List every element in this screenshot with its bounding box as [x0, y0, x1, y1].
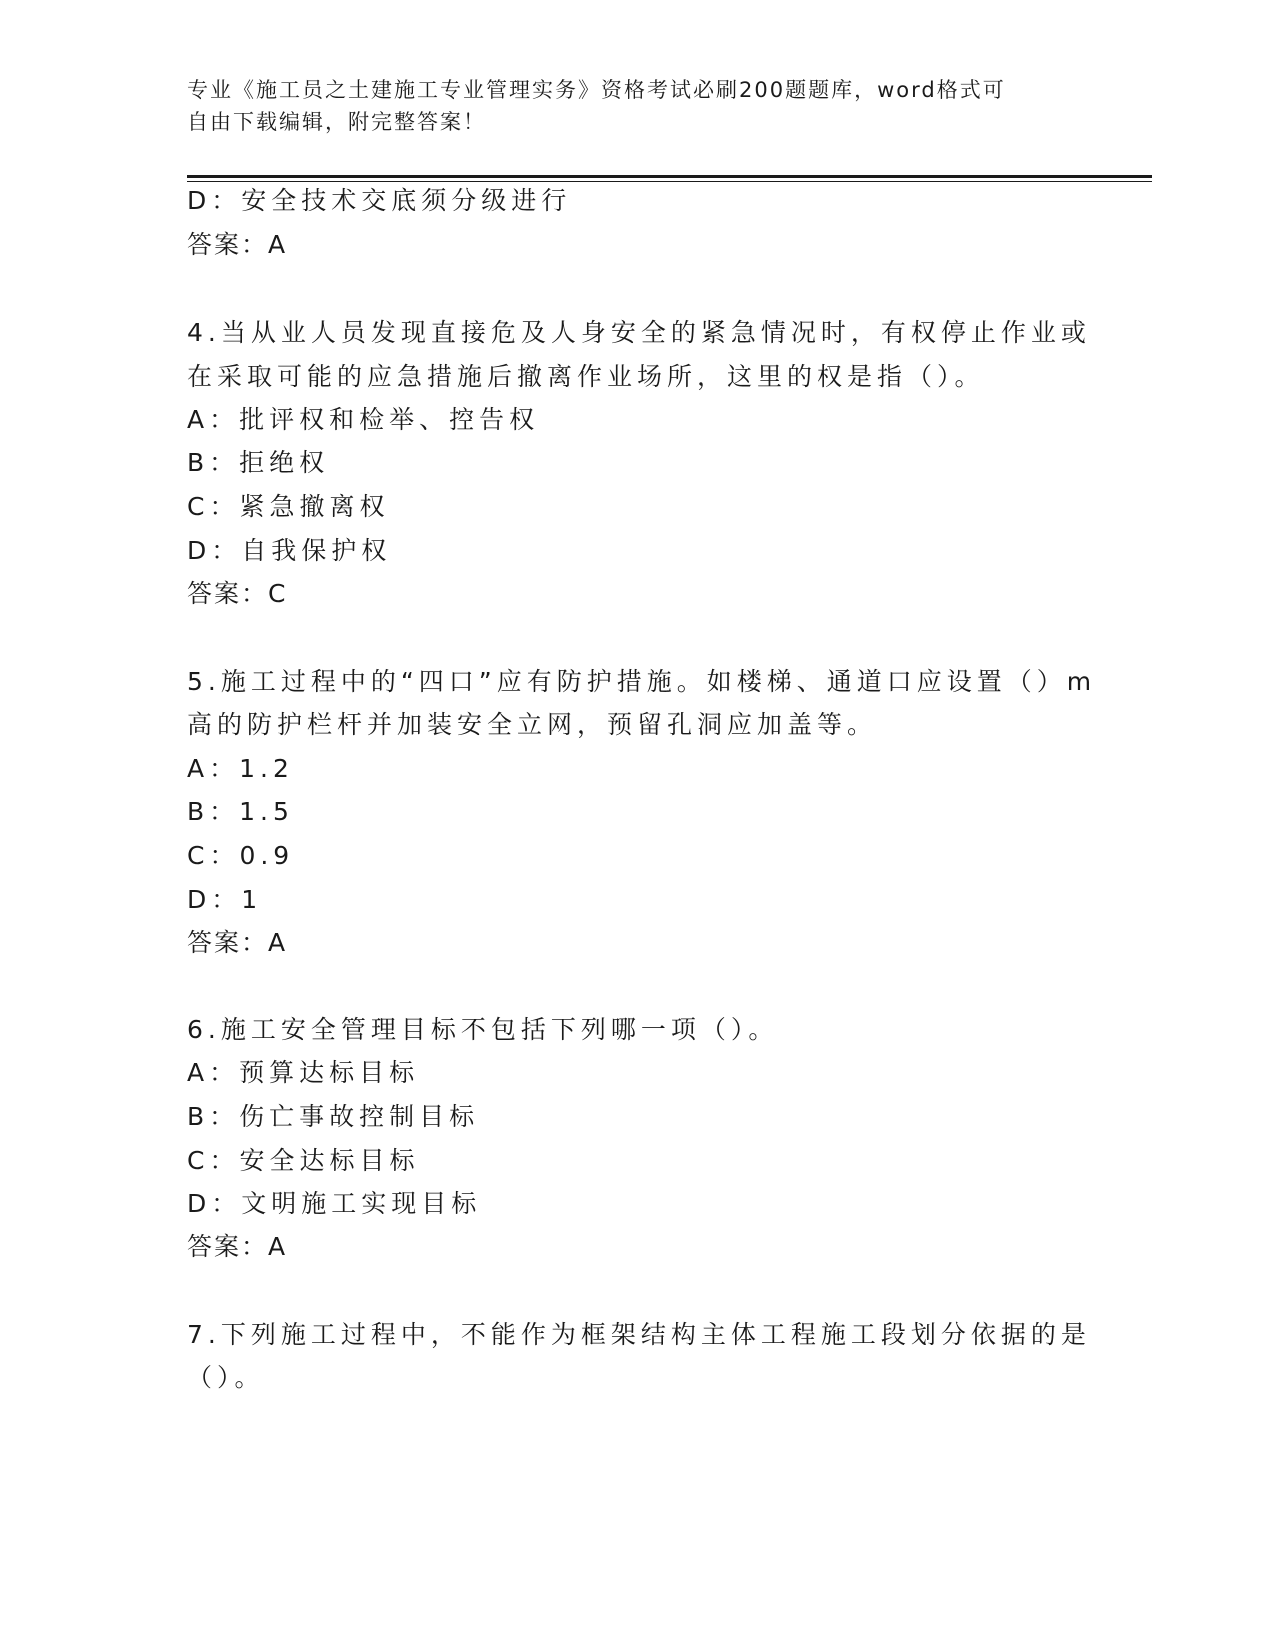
header-divider-thin: [187, 181, 1152, 182]
q5-stem-line-2: 高的防护栏杆并加装安全立网，预留孔洞应加盖等。: [187, 710, 878, 739]
q6-option-b: B：伤亡事故控制目标: [187, 1102, 480, 1131]
q7-stem-line-2: （）。: [187, 1363, 265, 1392]
q5-answer: 答案：A: [187, 928, 288, 957]
q6-option-d: D：文明施工实现目标: [187, 1189, 482, 1218]
q6-stem-line-1: 6.施工安全管理目标不包括下列哪一项（）。: [187, 1015, 779, 1044]
q6-option-a: A：预算达标目标: [187, 1058, 420, 1087]
document-header: [187, 74, 1067, 138]
q7-stem-line-1: 7.下列施工过程中，不能作为框架结构主体工程施工段划分依据的是: [187, 1320, 1091, 1349]
q3-option-d: D：安全技术交底须分级进行: [187, 186, 572, 215]
q5-option-b: B：1.5: [187, 797, 294, 826]
q4-option-a: A：批评权和检举、控告权: [187, 405, 540, 434]
q4-option-b: B：拒绝权: [187, 448, 330, 477]
q5-stem-line-1: 5.施工过程中的“四口”应有防护措施。如楼梯、通道口应设置（）m: [187, 667, 1097, 696]
q5-option-d: D：1: [187, 885, 263, 914]
q4-stem-line-1: 4.当从业人员发现直接危及人身安全的紧急情况时，有权停止作业或: [187, 318, 1091, 347]
q5-option-c: C：0.9: [187, 841, 295, 870]
q5-option-a: A：1.2: [187, 754, 294, 783]
q4-option-c: C：紧急撤离权: [187, 492, 390, 521]
header-divider-thick: [187, 175, 1152, 178]
header-line-1: 专业《施工员之土建施工专业管理实务》资格考试必刷200题题库，word格式可: [187, 78, 1006, 102]
header-line-2: 自由下载编辑，附完整答案！: [187, 110, 486, 134]
q6-answer: 答案：A: [187, 1232, 288, 1261]
q4-answer: 答案：C: [187, 579, 288, 608]
q4-stem-line-2: 在采取可能的应急措施后撤离作业场所，这里的权是指（）。: [187, 362, 985, 391]
q6-option-c: C：安全达标目标: [187, 1146, 420, 1175]
q4-option-d: D：自我保护权: [187, 536, 392, 565]
q3-answer: 答案：A: [187, 230, 288, 259]
